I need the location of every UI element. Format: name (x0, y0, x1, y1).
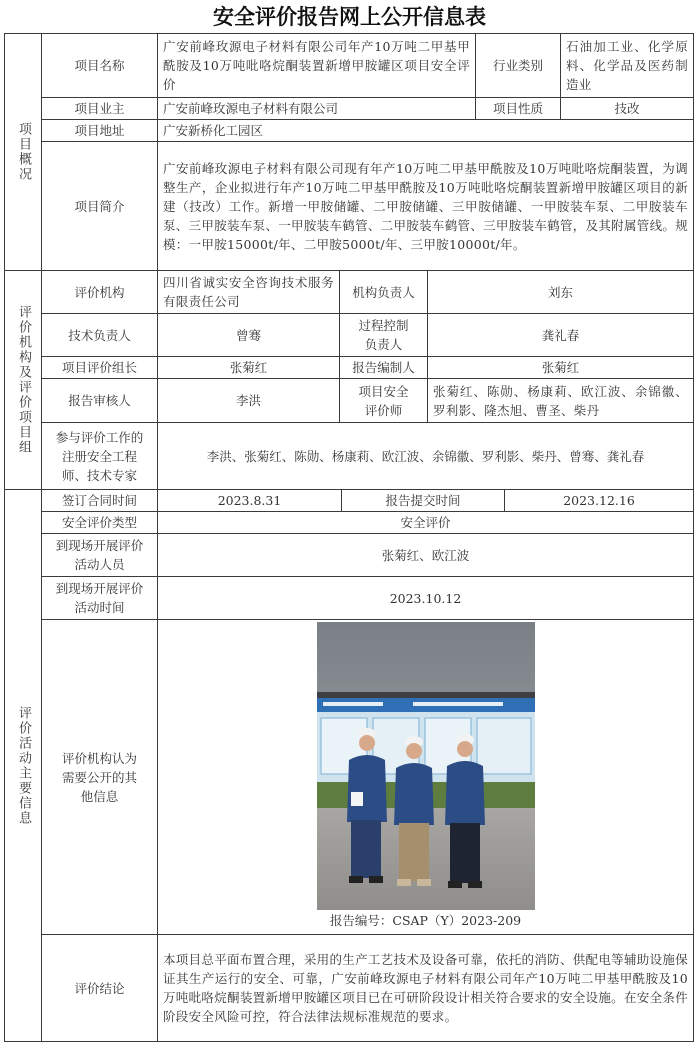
onsite-time-label: 到现场开展评价活动时间 (41, 576, 158, 620)
contract-date-value: 2023.8.31 (157, 489, 342, 512)
industry-value: 石油加工业、化学原料、化学品及医药制造业 (560, 33, 694, 98)
onsite-people-label: 到现场开展评价活动人员 (41, 533, 158, 577)
intro-label: 项目简介 (41, 141, 158, 271)
conclusion-label: 评价结论 (41, 934, 158, 1042)
project-name-value: 广安前峰玫源电子材料有限公司年产10万吨二甲基甲酰胺及10万吨吡咯烷酮装置新增甲胺罐区项目安全评价 (157, 33, 476, 98)
intro-value: 广安前峰玫源电子材料有限公司现有年产10万吨二甲基甲酰胺及10万吨吡咯烷酮装置，为调整生产，企业拟进行年产10万吨二甲基甲酰胺及10万吨吡咯烷酮装置新增甲胺罐区项目的新建（技改）工作。新增一甲胺储罐、二甲胺储罐、三甲胺储罐、一甲胺装车泵、二甲胺装车泵、三甲胺装车泵、一甲胺装车鹤管、二甲胺装车鹤管、三甲胺装车鹤管，及其附属管线。规模：一甲胺15000t/年、二甲胺5000t/年、三甲胺10000t/年。 (157, 141, 694, 271)
agency-head-label: 机构负责人 (339, 270, 428, 314)
agency-value: 四川省诚实安全咨询技术服务有限责任公司 (157, 270, 340, 314)
info-form (4, 33, 694, 1042)
industry-label: 行业类别 (475, 33, 561, 98)
compiler-value: 张菊红 (427, 356, 694, 379)
conclusion-value: 本项目总平面布置合理，采用的生产工艺技术及设备可靠，依托的消防、供配电等辅助设施保证其生产运行的安全、可靠，广安前峰玫源电子材料有限公司年产10万吨二甲基甲酰胺及10万吨吡咯烷酮装置新增甲胺罐区项目已在可研阶段设计相关符合要求的安全设施。在安全条件阶段安全风险可控，符合法律法规标准规范的要求。 (157, 934, 694, 1042)
compiler-label: 报告编制人 (339, 356, 428, 379)
nature-label: 项目性质 (475, 97, 561, 120)
section-overview (4, 33, 42, 271)
assessors-value: 张菊红、陈勋、杨康莉、欧江波、余锦徽、罗利影、隆杰旭、曹圣、柴丹 (427, 378, 694, 423)
owner-label: 项目业主 (41, 97, 158, 120)
section-org-label: 评价机构及评价项目组 (16, 305, 31, 455)
onsite-people-value: 张菊红、欧江波 (157, 533, 694, 577)
owner-value: 广安前峰玫源电子材料有限公司 (157, 97, 476, 120)
tech-head-label: 技术负责人 (41, 313, 158, 357)
participants-label: 参与评价工作的注册安全工程师、技术专家 (41, 422, 158, 490)
project-name-label: 项目名称 (41, 33, 158, 98)
onsite-time-value: 2023.10.12 (157, 576, 694, 620)
report-number: 报告编号：CSAP（Y）2023-209 (329, 913, 522, 928)
assessors-label: 项目安全评价师 (339, 378, 428, 423)
team-leader-value: 张菊红 (157, 356, 340, 379)
process-head-label: 过程控制负责人 (339, 313, 428, 357)
agency-label: 评价机构 (41, 270, 158, 314)
submit-date-label: 报告提交时间 (341, 489, 505, 512)
tech-head-value: 曾骞 (157, 313, 340, 357)
contract-date-label: 签订合同时间 (41, 489, 158, 512)
agency-head-value: 刘东 (427, 270, 694, 314)
section-activity-label: 评价活动主要信息 (16, 705, 31, 826)
team-leader-label: 项目评价组长 (41, 356, 158, 379)
page-title: 安全评价报告网上公开信息表 (213, 5, 486, 29)
other-info-label: 评价机构认为需要公开的其他信息 (41, 619, 158, 935)
process-head-value: 龚礼春 (427, 313, 694, 357)
nature-value: 技改 (560, 97, 694, 120)
address-label: 项目地址 (41, 119, 158, 142)
section-overview-label: 项目概况 (16, 122, 31, 182)
other-info-value (157, 619, 694, 935)
participants-value: 李洪、张菊红、陈勋、杨康莉、欧江波、余锦徽、罗利影、柴丹、曾骞、龚礼春 (157, 422, 694, 490)
section-org (4, 270, 42, 490)
eval-type-value: 安全评价 (157, 511, 694, 534)
submit-date-value: 2023.12.16 (504, 489, 694, 512)
eval-type-label: 安全评价类型 (41, 511, 158, 534)
site-photo (317, 622, 535, 910)
section-activity (4, 489, 42, 1042)
reviewer-label: 报告审核人 (41, 378, 158, 423)
reviewer-value: 李洪 (157, 378, 340, 423)
address-value: 广安新桥化工园区 (157, 119, 694, 142)
